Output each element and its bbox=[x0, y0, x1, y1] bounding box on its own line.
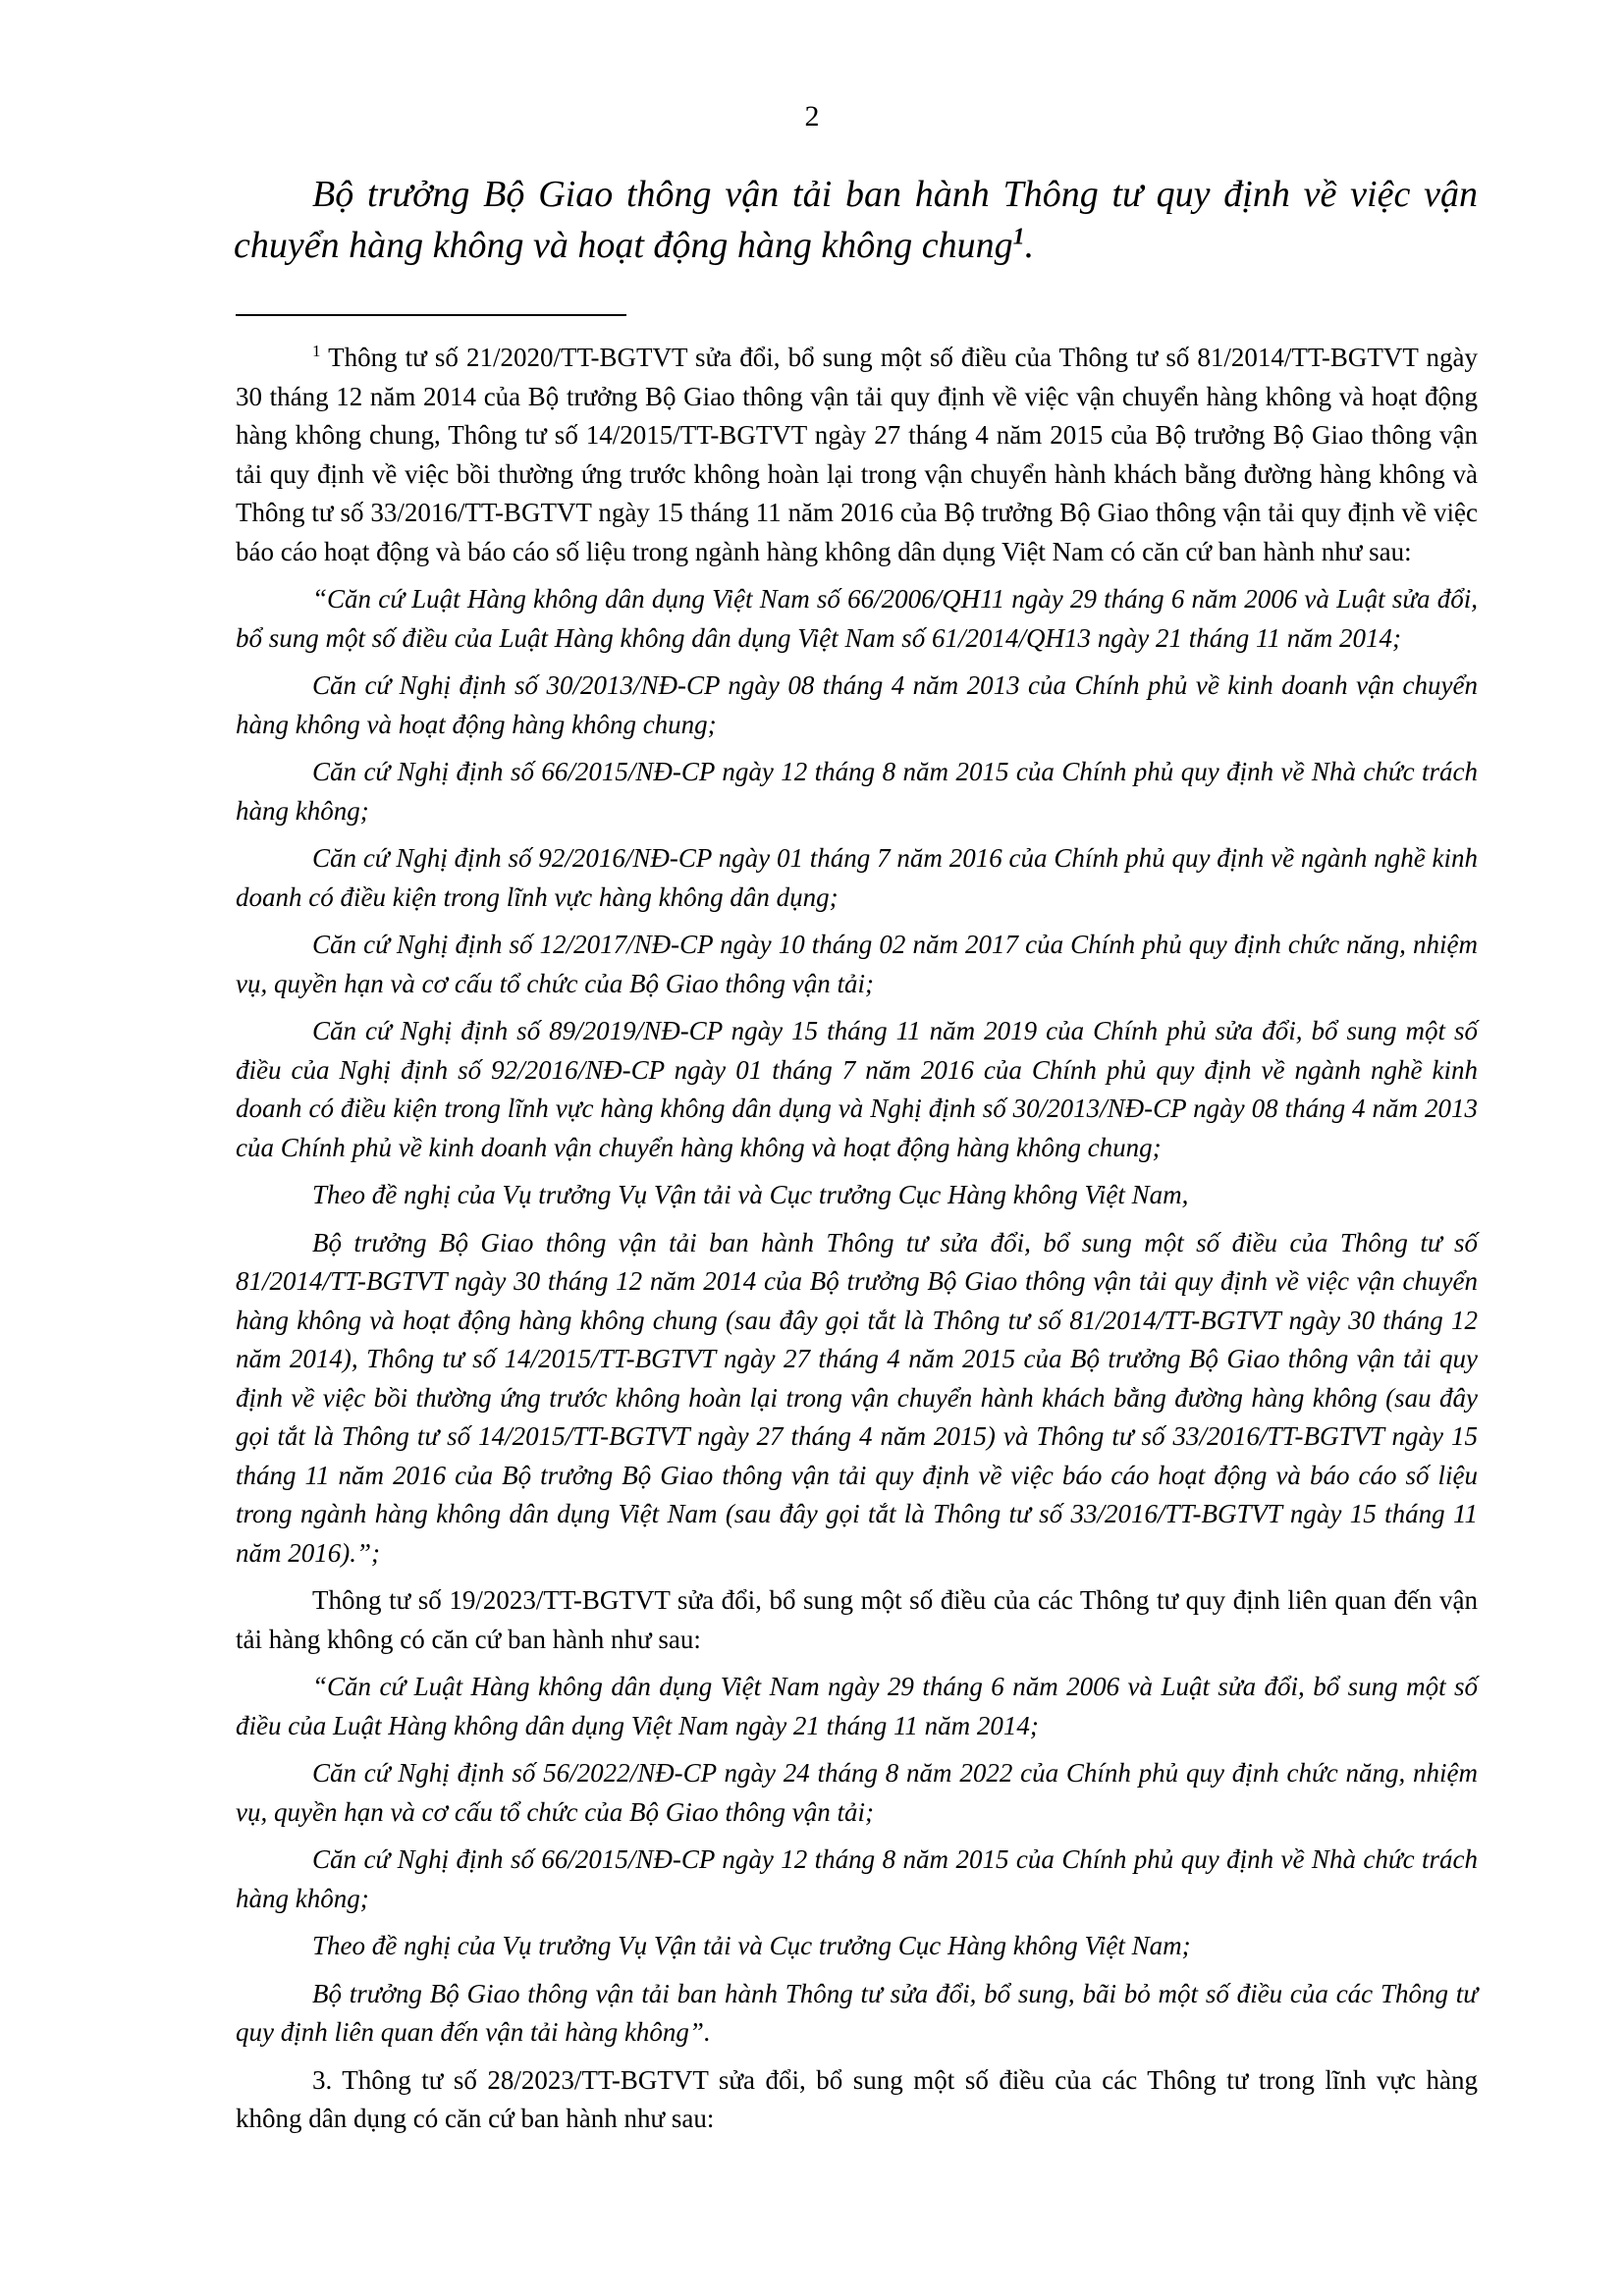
footnote-paragraph: Căn cứ Nghị định số 56/2022/NĐ-CP ngày 24 tháng 8 năm 2022 của Chính phủ quy định chức năng, nhiệm vụ, quyền hạn và cơ cấu tổ chức của Bộ Giao thông vận tải; bbox=[236, 1758, 1478, 1827]
footnote-paragraph: Căn cứ Nghị định số 30/2013/NĐ-CP ngày 08 tháng 4 năm 2013 của Chính phủ về kinh doanh vận chuyển hàng không và hoạt động hàng không chung; bbox=[236, 670, 1478, 739]
footnote-marker: 1 bbox=[312, 342, 321, 360]
footnote-separator bbox=[236, 314, 626, 316]
footnote-paragraph: “Căn cứ Luật Hàng không dân dụng Việt Nam số 66/2006/QH11 ngày 29 tháng 6 năm 2006 và Luật sửa đổi, bổ sung một số điều của Luật Hàng không dân dụng Việt Nam số 61/2014/QH13 ngày 21 tháng 11 năm 2014; bbox=[236, 584, 1478, 653]
footnote-paragraph: Theo đề nghị của Vụ trưởng Vụ Vận tải và Cục trưởng Cục Hàng không Việt Nam; bbox=[312, 1931, 1191, 1960]
footnote-reference[interactable]: 1 bbox=[1012, 224, 1025, 250]
footnote-paragraph: Căn cứ Nghị định số 89/2019/NĐ-CP ngày 15 tháng 11 năm 2019 của Chính phủ sửa đổi, bổ sung một số điều của Nghị định số 92/2016/NĐ-CP ngày 01 tháng 7 năm 2016 của Chính phủ quy định về ngành nghề kinh doanh có điều kiện trong lĩnh vực hàng không dân dụng và Nghị định số 30/2013/NĐ-CP ngày 08 tháng 4 năm 2013 của Chính phủ về kinh doanh vận chuyển hàng không và hoạt động hàng không chung; bbox=[236, 1016, 1478, 1162]
footnote-paragraph: Căn cứ Nghị định số 66/2015/NĐ-CP ngày 12 tháng 8 năm 2015 của Chính phủ quy định về Nhà chức trách hàng không; bbox=[236, 1844, 1478, 1913]
preamble-end: . bbox=[1024, 225, 1035, 266]
footnote-paragraph: Căn cứ Nghị định số 66/2015/NĐ-CP ngày 12 tháng 8 năm 2015 của Chính phủ quy định về Nhà chức trách hàng không; bbox=[236, 757, 1478, 826]
footnote-paragraph: Bộ trưởng Bộ Giao thông vận tải ban hành Thông tư sửa đổi, bổ sung, bãi bỏ một số điều của các Thông tư quy định liên quan đến vận tải hàng không”. bbox=[236, 1978, 1478, 2047]
preamble-text: Bộ trưởng Bộ Giao thông vận tải ban hành Thông tư quy định về việc vận chuyển hàng không và hoạt động hàng không chung bbox=[234, 174, 1478, 266]
footnote-section bbox=[236, 339, 1478, 2148]
footnote-paragraph: 3. Thông tư số 28/2023/TT-BGTVT sửa đổi, bổ sung một số điều của các Thông tư trong lĩnh vực hàng không dân dụng có căn cứ ban hành như sau: bbox=[236, 2064, 1478, 2133]
footnote-paragraph-text: Thông tư số 21/2020/TT-BGTVT sửa đổi, bổ sung một số điều của Thông tư số 81/2014/TT-BGTVT ngày 30 tháng 12 năm 2014 của Bộ trưởng Bộ Giao thông vận tải quy định về việc vận chuyển hàng không và hoạt động hàng không chung, Thông tư số 14/2015/TT-BGTVT ngày 27 tháng 4 năm 2015 của Bộ trưởng Bộ Giao thông vận tải quy định về việc bồi thường ứng trước không hoàn lại trong vận chuyển hành khách bằng đường hàng không và Thông tư số 33/2016/TT-BGTVT ngày 15 tháng 11 năm 2016 của Bộ trưởng Bộ Giao thông vận tải quy định về việc báo cáo hoạt động và báo cáo số liệu trong ngành hàng không dân dụng Việt Nam có căn cứ ban hành như sau: bbox=[236, 343, 1478, 566]
footnote-paragraph: Căn cứ Nghị định số 12/2017/NĐ-CP ngày 10 tháng 02 năm 2017 của Chính phủ quy định chức năng, nhiệm vụ, quyền hạn và cơ cấu tổ chức của Bộ Giao thông vận tải; bbox=[236, 930, 1478, 998]
page-number: 2 bbox=[804, 100, 820, 133]
footnote-paragraph: Bộ trưởng Bộ Giao thông vận tải ban hành Thông tư sửa đổi, bổ sung một số điều của Thông tư số 81/2014/TT-BGTVT ngày 30 tháng 12 năm 2014 của Bộ trưởng Bộ Giao thông vận tải quy định về việc vận chuyển hàng không và hoạt động hàng không chung (sau đây gọi tắt là Thông tư số 81/2014/TT-BGTVT ngày 30 tháng 12 năm 2014), Thông tư số 14/2015/TT-BGTVT ngày 27 tháng 4 năm 2015 của Bộ trưởng Bộ Giao thông vận tải quy định về việc bồi thường ứng trước không hoàn lại trong vận chuyển hành khách bằng đường hàng không (sau đây gọi tắt là Thông tư số 14/2015/TT-BGTVT ngày 27 tháng 4 năm 2015) và Thông tư số 33/2016/TT-BGTVT ngày 15 tháng 11 năm 2016 của Bộ trưởng Bộ Giao thông vận tải quy định về việc báo cáo hoạt động và báo cáo số liệu trong ngành hàng không dân dụng Việt Nam (sau đây gọi tắt là Thông tư số 33/2016/TT-BGTVT ngày 15 tháng 11 năm 2016).”; bbox=[236, 1227, 1478, 1568]
footnote-paragraph bbox=[236, 339, 1478, 571]
footnote-paragraph: Thông tư số 19/2023/TT-BGTVT sửa đổi, bổ sung một số điều của các Thông tư quy định liên quan đến vận tải hàng không có căn cứ ban hành như sau: bbox=[236, 1585, 1478, 1654]
preamble bbox=[234, 169, 1478, 271]
footnote-paragraph: Căn cứ Nghị định số 92/2016/NĐ-CP ngày 01 tháng 7 năm 2016 của Chính phủ quy định về ngành nghề kinh doanh có điều kiện trong lĩnh vực hàng không dân dụng; bbox=[236, 843, 1478, 912]
footnote-paragraph: Theo đề nghị của Vụ trưởng Vụ Vận tải và Cục trưởng Cục Hàng không Việt Nam, bbox=[312, 1180, 1189, 1209]
footnote-paragraph: “Căn cứ Luật Hàng không dân dụng Việt Nam ngày 29 tháng 6 năm 2006 và Luật sửa đổi, bổ sung một số điều của Luật Hàng không dân dụng Việt Nam ngày 21 tháng 11 năm 2014; bbox=[236, 1672, 1478, 1740]
